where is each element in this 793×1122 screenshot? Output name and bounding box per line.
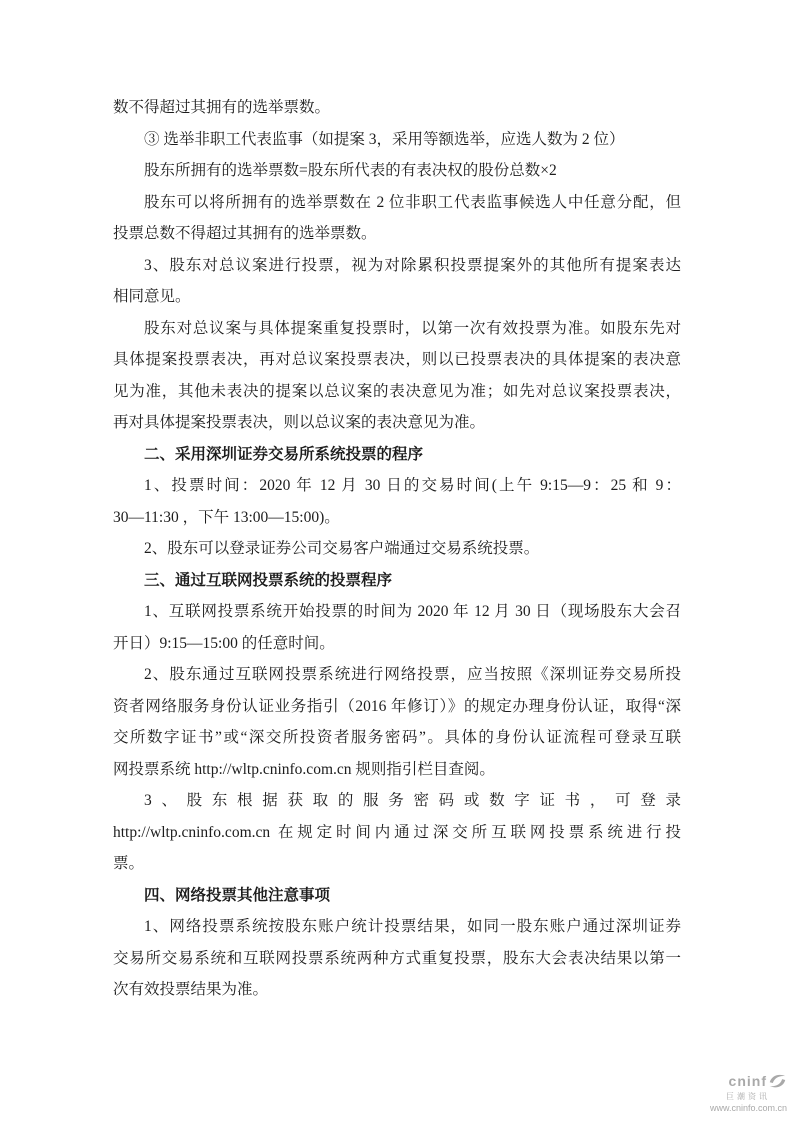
section-heading: 二、采用深圳证券交易所系统投票的程序: [144, 445, 424, 463]
document-line: 数不得超过其拥有的选举票数。: [113, 99, 331, 116]
document-line: 投票总数不得超过其拥有的选举票数。: [113, 225, 377, 242]
document-line: 开日）9:15—15:00 的任意时间。: [113, 634, 335, 652]
document-body: [113, 92, 681, 1006]
document-line: 交所数字证书”或“深交所投资者服务密码”。具体的身份认证流程可登录互联: [113, 729, 681, 746]
document-line: 票。: [113, 855, 145, 872]
document-line: ③ 选举非职工代表监事（如提案 3，采用等额选举，应选人数为 2 位）: [144, 130, 625, 148]
document-line: 1、互联网投票系统开始投票的时间为 2020 年 12 月 30 日（现场股东大会召: [144, 603, 681, 620]
cninfo-logo-text: cninf: [728, 1073, 767, 1089]
document-line: 再对具体提案投票表决，则以总议案的表决意见为准。: [113, 414, 486, 431]
document-line: 30—11:30 ，下午 13:00—15:00)。: [113, 508, 340, 526]
document-line: 1、投票时间：2020 年 12 月 30 日的交易时间(上午 9:15—9：25 和 9：: [144, 477, 681, 494]
document-line: http://wltp.cninfo.com.cn 在规定时间内通过深交所互联网投票系统进行投: [113, 823, 681, 841]
cninfo-logo-row: [699, 1073, 787, 1090]
section-heading: 四、网络投票其他注意事项: [144, 886, 331, 904]
document-line: 交易所交易系统和互联网投票系统两种方式重复投票，股东大会表决结果以第一: [113, 949, 681, 967]
document-line: 次有效投票结果为准。: [113, 981, 269, 998]
document-line: 3、股东根据获取的服务密码或数字证书，可登录: [144, 792, 681, 809]
cninfo-logo-chinese-name: 巨潮资讯: [726, 1092, 770, 1101]
section-heading: 三、通过互联网投票系统的投票程序: [144, 571, 393, 589]
document-line: 股东所拥有的选举票数=股东所代表的有表决权的股份总数×2: [144, 162, 557, 179]
document-line: 资者网络服务身份认证业务指引（2016 年修订）》的规定办理身份认证，取得“深: [113, 697, 681, 715]
cninfo-swirl-icon: [768, 1073, 787, 1090]
document-line: 见为准，其他未表决的提案以总议案的表决意见为准；如先对总议案投票表决，: [113, 382, 681, 400]
document-line: 相同意见。: [113, 288, 191, 305]
cninfo-logo-website: www.cninfo.com.cn: [709, 1103, 787, 1113]
document-line: 股东可以将所拥有的选举票数在 2 位非职工代表监事候选人中任意分配，但: [144, 193, 681, 211]
document-line: 2、股东可以登录证券公司交易客户端通过交易系统投票。: [144, 540, 540, 557]
document-line: 股东对总议案与具体提案重复投票时，以第一次有效投票为准。如股东先对: [144, 319, 681, 337]
cninfo-logo: [699, 1073, 787, 1113]
document-line: 1、网络投票系统按股东账户统计投票结果，如同一股东账户通过深圳证券: [144, 918, 681, 935]
document-line: 2、股东通过互联网投票系统进行网络投票，应当按照《深圳证券交易所投: [144, 666, 681, 683]
document-line: 3、股东对总议案进行投票，视为对除累积投票提案外的其他所有提案表达: [144, 256, 681, 274]
document-line: 具体提案投票表决，再对总议案投票表决，则以已投票表决的具体提案的表决意: [113, 351, 681, 368]
document-line: 网投票系统 http://wltp.cninfo.com.cn 规则指引栏目查阅。: [113, 760, 495, 778]
